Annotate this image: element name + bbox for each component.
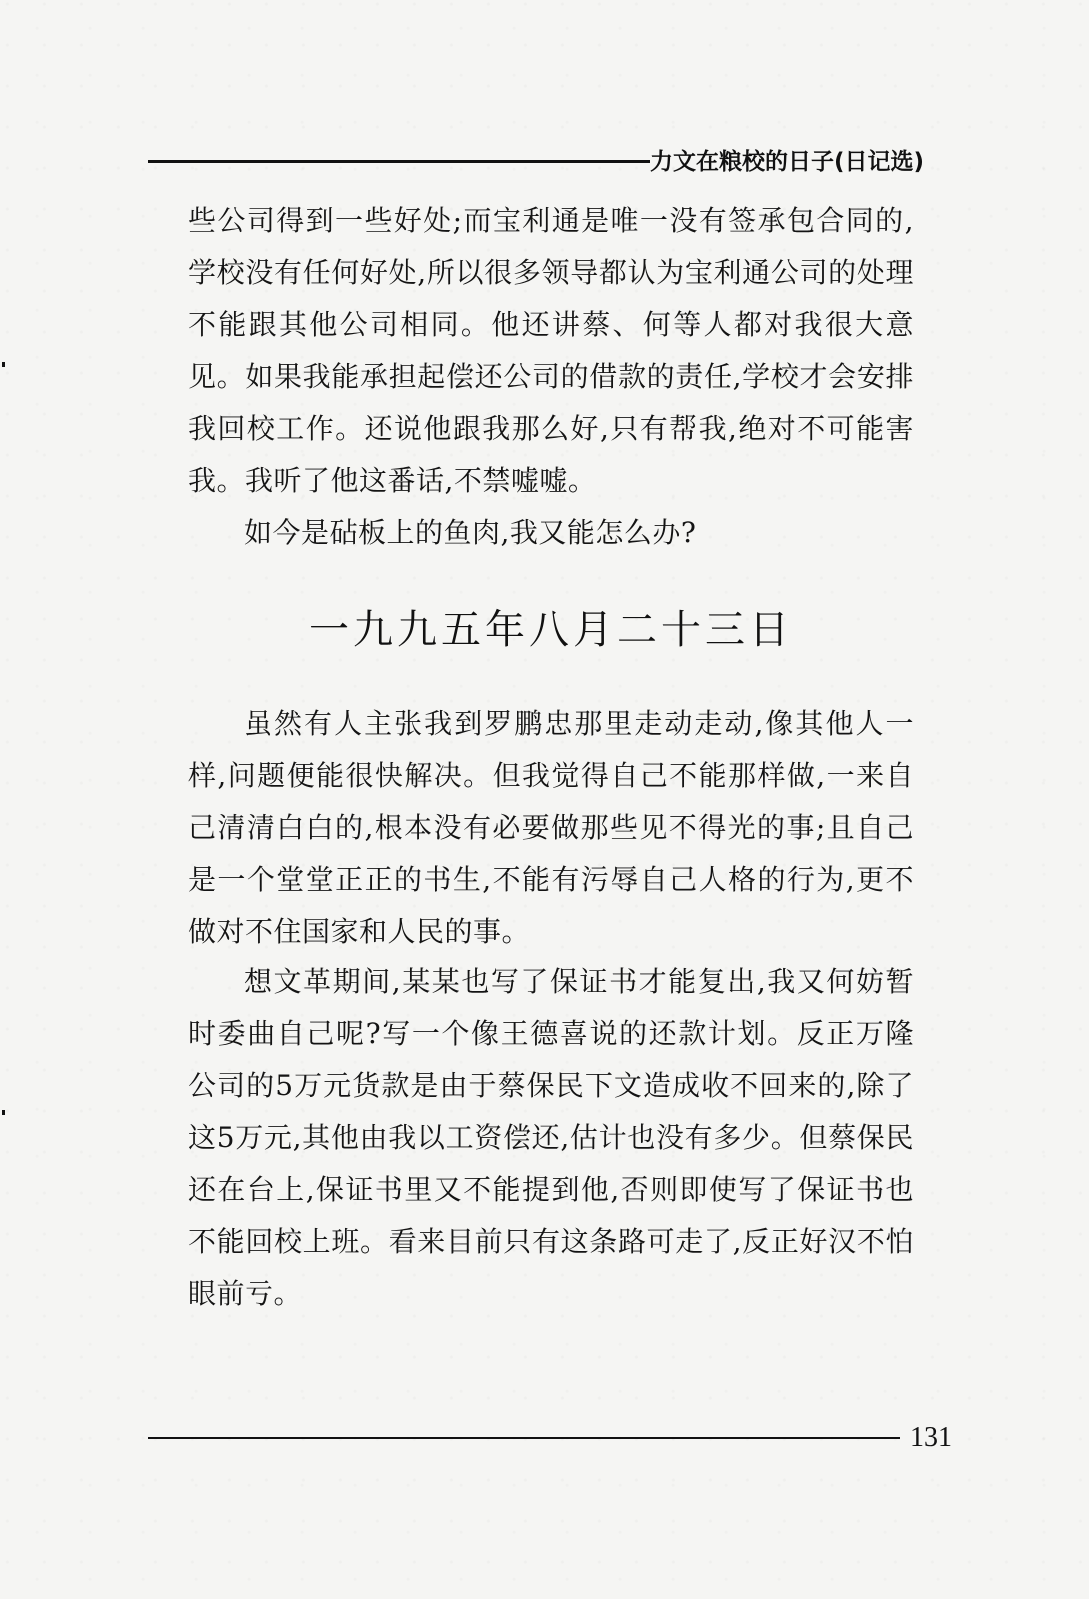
paragraph-fish-on-board: 如今是砧板上的鱼肉,我又能怎么办? (244, 516, 697, 549)
scan-speck (2, 362, 5, 367)
footer-rule (148, 1437, 900, 1439)
paragraph-refusal: 虽然有人主张我到罗鹏忠那里走动走动,像其他人一样,问题便能很快解决。但我觉得自己不能那样做,一来自己清清白白的,根本没有必要做那些见不得光的事;且自己是一个堂堂正正的书生,不能有污辱自己人格的行为,更不做对不住国家和人民的事。 (188, 707, 914, 948)
header-rule (148, 160, 650, 163)
page-number: 131 (910, 1422, 952, 1453)
diary-date-heading: 一九九五年八月二十三日 (309, 607, 793, 653)
paragraph-guarantee-letter: 想文革期间,某某也写了保证书才能复出,我又何妨暂时委曲自己呢?写一个像王德喜说的还款计划。反正万隆公司的5万元货款是由于蔡保民下文造成收不回来的,除了这5万元,其他由我以工资偿还,估计也没有多少。但蔡保民还在台上,保证书里又不能提到他,否则即使写了保证书也不能回校上班。看来目前只有这条路可走了,反正好汉不怕眼前亏。 (188, 965, 914, 1310)
paragraph-continuation: 些公司得到一些好处;而宝利通是唯一没有签承包合同的,学校没有任何好处,所以很多领导都认为宝利通公司的处理不能跟其他公司相同。他还讲蔡、何等人都对我很大意见。如果我能承担起偿还公司的借款的责任,学校才会安排我回校工作。还说他跟我那么好,只有帮我,绝对不可能害我。我听了他这番话,不禁嘘嘘。 (188, 204, 914, 497)
scan-speck (2, 1110, 5, 1115)
running-head: 力文在粮校的日子(日记选) (650, 149, 925, 175)
